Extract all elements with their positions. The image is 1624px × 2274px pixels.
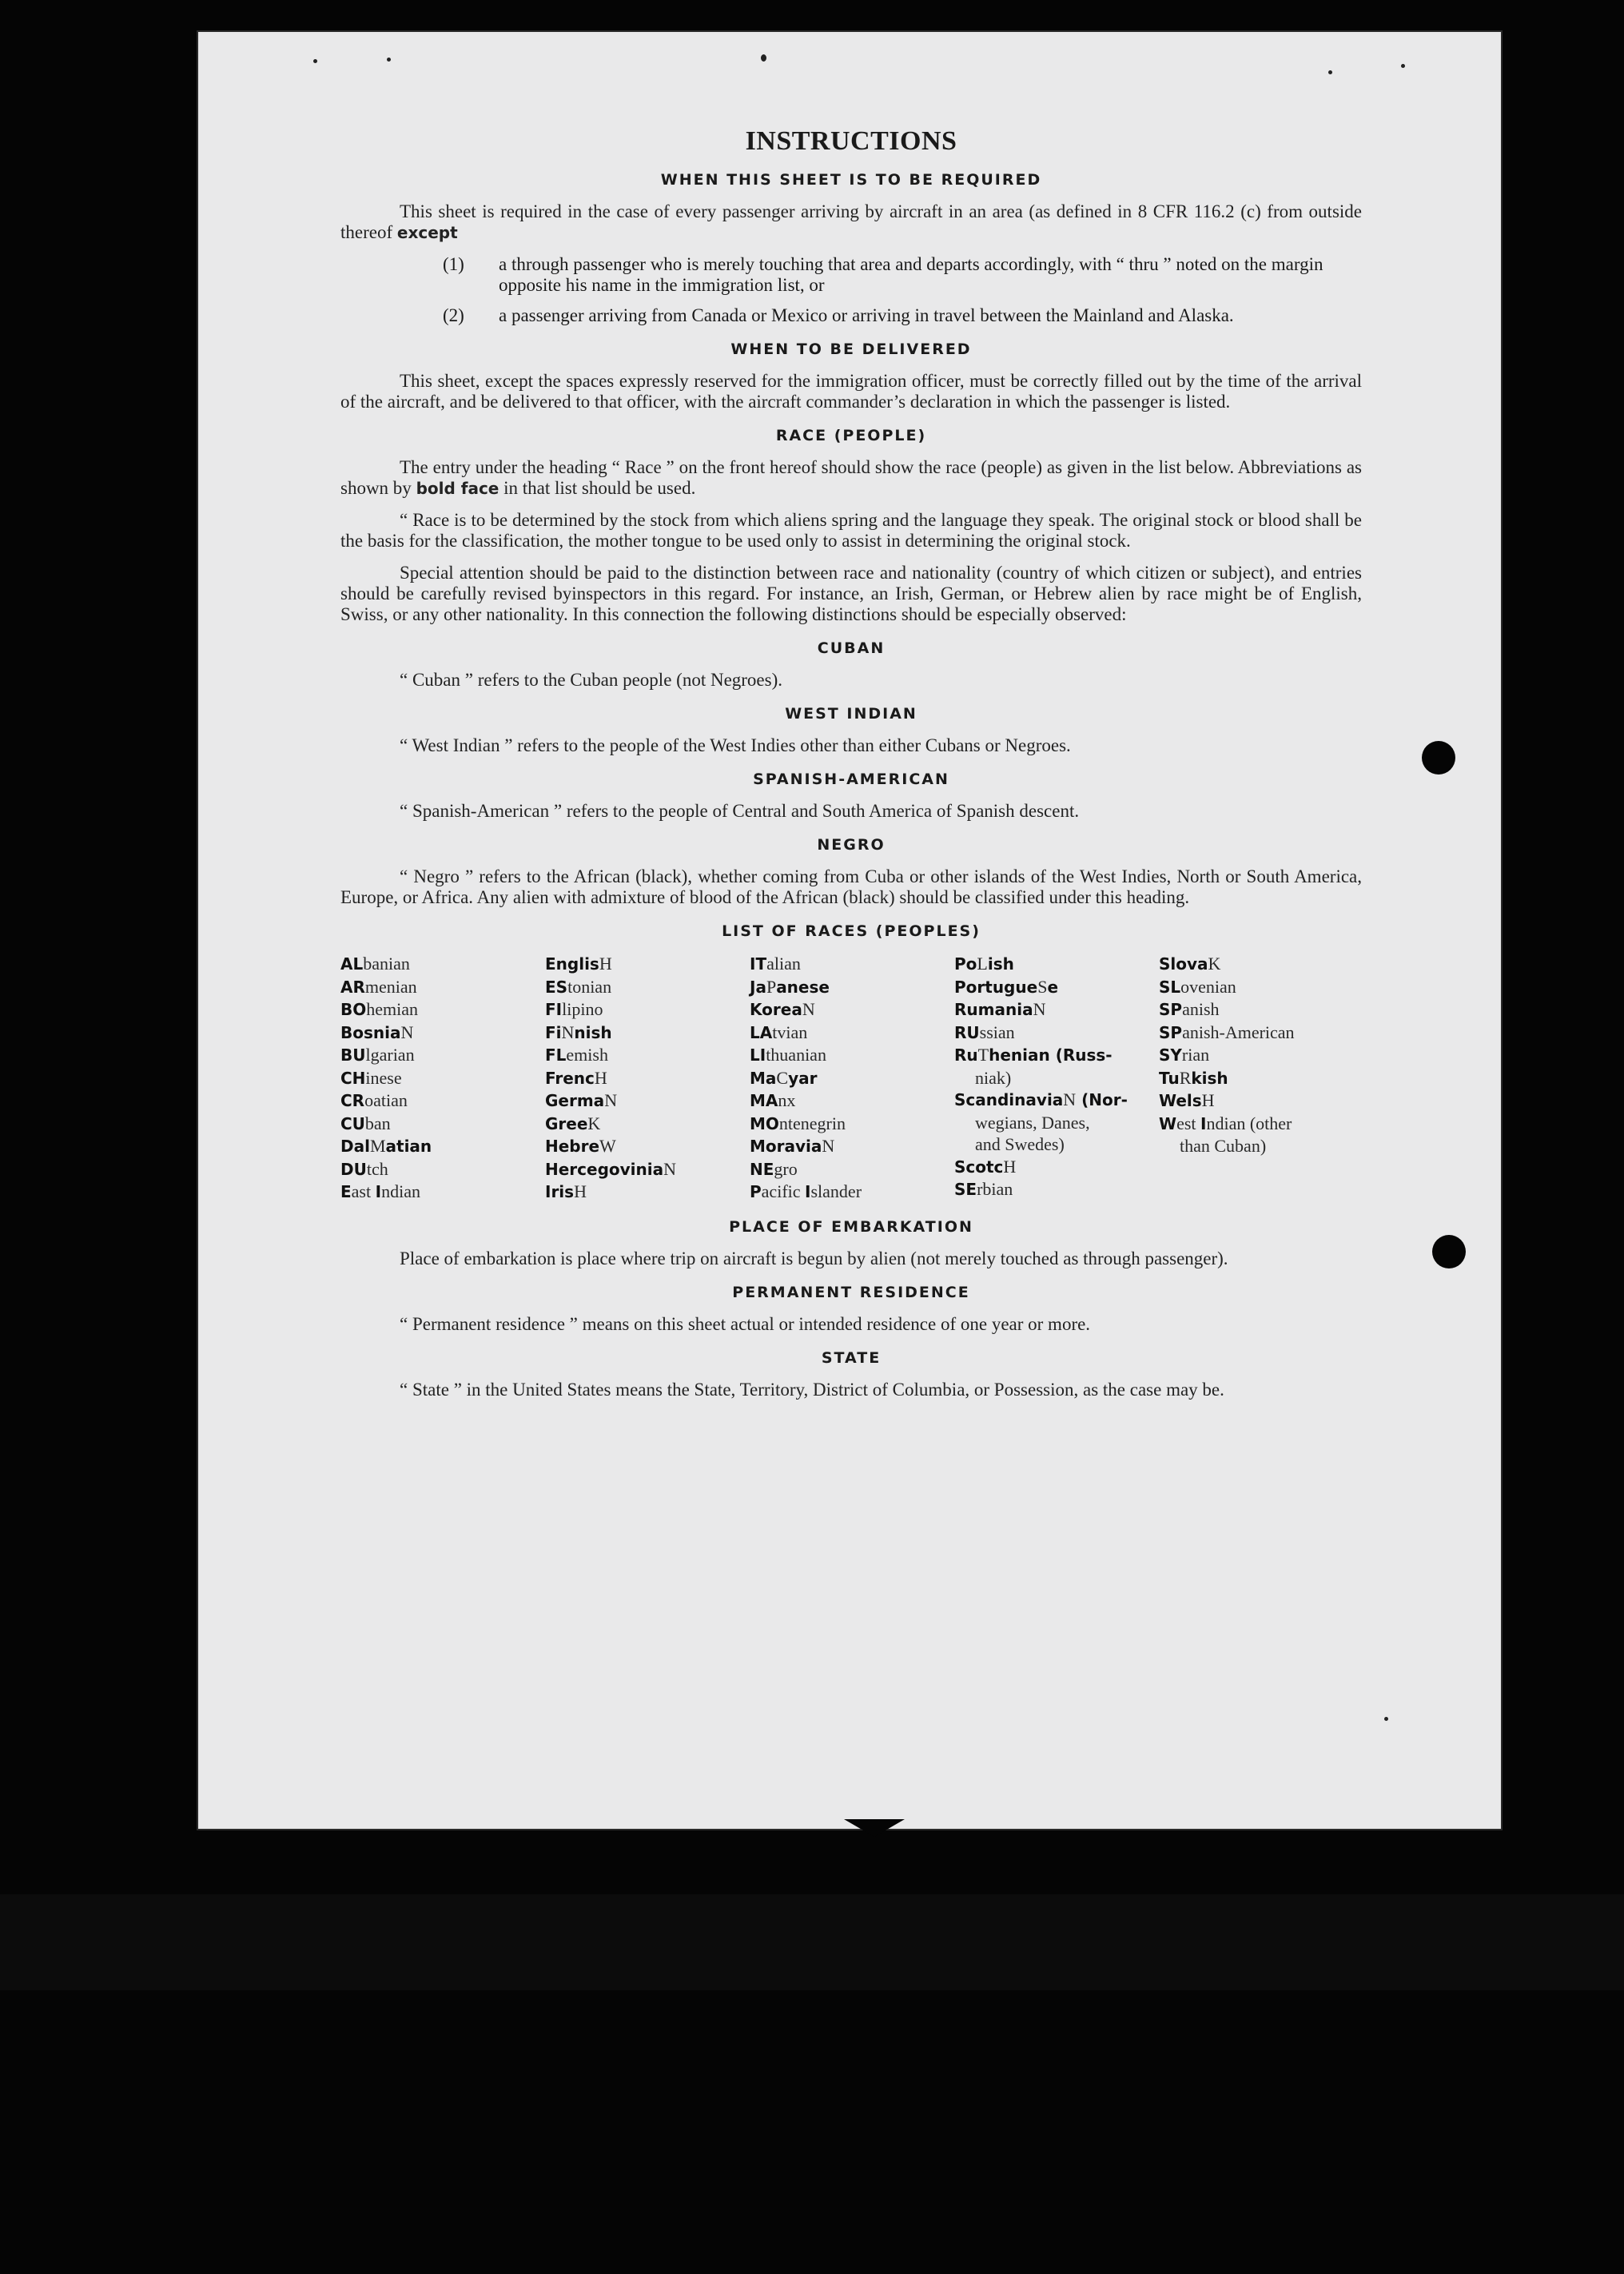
race-entry: GermaN [545, 1090, 618, 1110]
race-entry: CHinese [340, 1067, 402, 1088]
section-heading: RACE (PEOPLE) [775, 427, 927, 444]
race-entry: HercegoviniaN [545, 1158, 677, 1179]
race-entry: FIlipino [545, 999, 603, 1019]
section-heading: NEGRO [817, 836, 886, 854]
item-number: (1) [443, 254, 464, 274]
paragraph: “ Spanish-American ” refers to the people of Central and South America of Spanish descent. [400, 801, 1080, 821]
race-entry: FrencH [545, 1067, 607, 1088]
section-heading: WHEN THIS SHEET IS TO BE REQUIRED [660, 171, 1042, 189]
race-entry: FLemish [545, 1045, 608, 1065]
race-entry: SErbian [954, 1179, 1013, 1199]
races-column [545, 953, 750, 1204]
race-entry: MoraviaN [750, 1136, 835, 1156]
race-entry: SPanish [1159, 999, 1220, 1019]
race-entry: MaCyar [750, 1067, 818, 1088]
race-entry: NEgro [750, 1158, 798, 1179]
race-entry: ITalian [750, 954, 801, 974]
section-heading: STATE [821, 1348, 882, 1367]
race-entry: ALbanian [340, 954, 410, 974]
race-entry: EnglisH [545, 954, 612, 974]
punch-hole [1422, 741, 1455, 775]
section-heading: WHEN TO BE DELIVERED [730, 341, 972, 358]
section-heading: PERMANENT RESIDENCE [732, 1283, 970, 1301]
race-entry: FiNnish [545, 1022, 612, 1042]
race-entry: LAtvian [750, 1022, 808, 1042]
race-entry: EStonian [545, 976, 612, 997]
race-entry: GreeK [545, 1113, 601, 1133]
section-heading: WEST INDIAN [785, 705, 917, 723]
race-entry: RUssian [954, 1022, 1015, 1042]
races-list [340, 953, 1362, 1204]
race-entry: CRoatian [340, 1090, 408, 1110]
background-band [0, 1894, 1624, 1990]
item-text: a passenger arriving from Canada or Mexico or arriving in travel between the Mainland and Alaska. [499, 305, 1234, 325]
document-page [198, 32, 1501, 1829]
race-entry: than Cuban) [1180, 1136, 1267, 1156]
race-entry: East Indian [340, 1181, 420, 1201]
section-heading: SPANISH-AMERICAN [753, 771, 949, 788]
race-entry: ScotcH [954, 1156, 1017, 1177]
paragraph: The entry under the heading “ Race ” on the front hereof should show the race (people) as given in the list below. Abbreviations as shown by bold face in that list should be used. [340, 457, 1362, 498]
paragraph: “ State ” in the United States means the State, Territory, District of Columbia, or Possession, as the case may be. [400, 1379, 1224, 1400]
race-entry: RuThenian (Russ- [954, 1045, 1113, 1065]
paragraph: Place of embarkation is place where trip on aircraft is begun by alien (not merely touched as through passenger). [400, 1248, 1228, 1268]
section-heading: PLACE OF EMBARKATION [729, 1217, 973, 1236]
race-entry: KoreaN [750, 999, 815, 1019]
speck [387, 58, 391, 62]
race-entry: BUlgarian [340, 1045, 415, 1065]
race-entry: ScandinaviaN (Nor- [954, 1089, 1128, 1109]
section-heading: CUBAN [817, 639, 886, 657]
instructions-content [340, 126, 1362, 1412]
speck [1328, 70, 1332, 74]
race-entry: ARmenian [340, 976, 417, 997]
race-entry: LIthuanian [750, 1045, 826, 1065]
race-entry: SPanish-American [1159, 1022, 1295, 1042]
race-entry: JaPanese [750, 976, 830, 997]
race-entry: TuRkish [1159, 1067, 1228, 1088]
race-entry: MAnx [750, 1090, 796, 1110]
race-entry: CUban [340, 1113, 391, 1133]
item-number: (2) [443, 305, 464, 325]
race-entry: IrisH [545, 1181, 587, 1201]
race-entry: West Indian (other [1159, 1113, 1292, 1133]
races-column [750, 953, 954, 1204]
race-entry: and Swedes) [975, 1134, 1065, 1154]
numbered-item [340, 305, 1362, 326]
races-column [1159, 953, 1363, 1204]
race-entry: wegians, Danes, [975, 1112, 1090, 1133]
paper-tear [844, 1819, 905, 1837]
races-column [340, 953, 545, 1204]
race-entry: DUtch [340, 1158, 388, 1179]
race-entry: PortugueSe [954, 976, 1059, 997]
speck [1384, 1717, 1388, 1721]
paragraph: “ Permanent residence ” means on this sheet actual or intended residence of one year or more. [400, 1313, 1091, 1334]
race-entry: DalMatian [340, 1136, 432, 1156]
speck [313, 59, 317, 63]
item-text: a through passenger who is merely touching that area and departs accordingly, with “ thru ” noted on the margin opposite his name in the immigration list, or [499, 254, 1323, 295]
race-entry: BOhemian [340, 999, 419, 1019]
numbered-item [340, 254, 1362, 296]
paragraph: “ Negro ” refers to the African (black), whether coming from Cuba or other islands of the West Indies, North or South America, Europe, or Africa. Any alien with admixture of blood of the African (black) should be classified under this heading. [340, 866, 1362, 907]
race-entry: SYrian [1159, 1045, 1210, 1065]
speck [761, 54, 766, 62]
section-heading: LIST OF RACES (PEOPLES) [722, 922, 981, 940]
race-entry: BosniaN [340, 1022, 414, 1042]
speck [1401, 64, 1405, 68]
paragraph: “ Cuban ” refers to the Cuban people (not Negroes). [400, 670, 783, 690]
race-entry: HebreW [545, 1136, 616, 1156]
paragraph: This sheet, except the spaces expressly reserved for the immigration officer, must be correctly filled out by the time of the arrival of the aircraft, and be delivered to that officer, with the aircraft commander’s declaration in which the passenger is listed. [340, 371, 1362, 412]
paragraph: Special attention should be paid to the distinction between race and nationality (country of which citizen or subject), and entries should be carefully revised byinspectors in this regard. For instance, an Irish, German, or Hebrew alien by race might be of English, Swiss, or any other nationality. In this connection the following distinctions should be especially observed: [340, 563, 1362, 624]
race-entry: WelsH [1159, 1090, 1215, 1110]
paragraph: “ West Indian ” refers to the people of the West Indies other than either Cubans or Negroes. [400, 735, 1071, 755]
race-entry: Pacific Islander [750, 1181, 862, 1201]
race-entry: RumaniaN [954, 999, 1046, 1019]
race-entry: PoLish [954, 954, 1014, 974]
paragraph: This sheet is required in the case of every passenger arriving by aircraft in an area (as defined in 8 CFR 116.2 (c) from outside thereof except [340, 201, 1362, 242]
races-column [954, 953, 1159, 1204]
punch-hole [1432, 1235, 1466, 1268]
page-title: INSTRUCTIONS [745, 126, 957, 156]
paragraph: “ Race is to be determined by the stock from which aliens spring and the language they speak. The original stock or blood shall be the basis for the classification, the mother tongue to be used only to assist in determining the original stock. [340, 510, 1362, 551]
race-entry: niak) [975, 1067, 1012, 1088]
race-entry: SlovaK [1159, 954, 1221, 974]
race-entry: SLovenian [1159, 976, 1236, 997]
race-entry: MOntenegrin [750, 1113, 846, 1133]
